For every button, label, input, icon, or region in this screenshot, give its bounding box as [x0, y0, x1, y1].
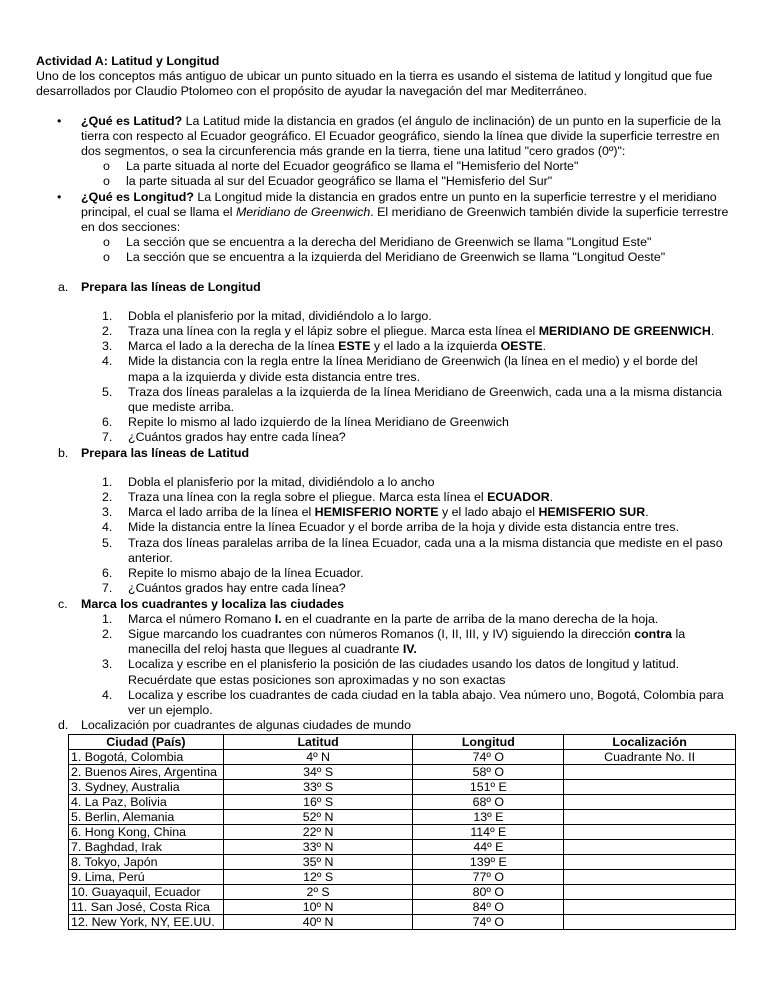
step-text: Repite lo mismo abajo de la línea Ecuador. [128, 566, 364, 581]
column-header: Latitud [223, 735, 413, 750]
table-row [69, 750, 736, 765]
circle-bullet-icon: o [103, 235, 110, 250]
city-cell: 4. La Paz, Bolivia [69, 795, 224, 810]
table-row [69, 855, 736, 870]
section-b-title [36, 446, 732, 461]
section-letter: c. [58, 596, 68, 611]
step-text: Traza dos líneas paralelas arriba de la línea Ecuador, cada una a la misma distancia que mediste en el paso anterior. [128, 535, 723, 565]
city-cell: 8. Tokyo, Japón [69, 855, 224, 870]
list-item [36, 174, 732, 189]
location-cell[interactable]: Cuadrante No. II [564, 750, 736, 765]
east-longitude-text: La sección que se encuentra a la derecha del Meridiano de Greenwich se llama "Longitud Este" [126, 235, 652, 250]
list-item: 2. Traza una línea con la regla sobre el pliegue. Marca esta línea el ECUADOR. [102, 490, 554, 505]
table-row [69, 915, 736, 930]
latitude-cell: 52º N [223, 810, 413, 825]
longitude-cell: 13º E [413, 810, 564, 825]
section-letter: b. [58, 445, 69, 460]
list-item: 7. ¿Cuántos grados hay entre cada línea? [102, 581, 346, 596]
location-cell[interactable] [564, 840, 736, 855]
location-cell[interactable] [564, 825, 736, 840]
latitude-question: ¿Qué es Latitud? [81, 113, 183, 128]
step-text: ¿Cuántos grados hay entre cada línea? [128, 430, 346, 445]
longitude-text-end: . El meridiano de Greenwich también divide la superficie terrestre en dos secciones: [81, 204, 729, 235]
step-text: Repite lo mismo al lado izquierdo de la línea Meridiano de Greenwich [128, 415, 509, 430]
section-b-steps [36, 475, 732, 597]
list-item: 6. Repite lo mismo abajo de la línea Ecuador. [102, 566, 364, 581]
table-row [69, 780, 736, 795]
northern-hemisphere-text: La parte situada al norte del Ecuador geográfico se llama el "Hemisferio del Norte" [126, 159, 579, 174]
step-text: Marca el lado arriba de la línea el [128, 505, 315, 520]
city-cell: 7. Baghdad, Irak [69, 840, 224, 855]
step-text: Mide la distancia con la regla entre la línea Meridiano de Greenwich (la línea en el medio) y el borde del mapa a la izquierda y divide esta distancia entre tres. [128, 354, 698, 384]
list-item [36, 159, 732, 174]
list-item: 4. Mide la distancia entre la línea Ecuador y el borde arriba de la hoja y divide esta distancia entre tres. [102, 520, 680, 535]
step-text: y el lado abajo el [438, 505, 539, 520]
step-text: Traza una línea con la regla sobre el pliegue. Marca esta línea el [128, 490, 488, 505]
definitions-list [36, 114, 732, 266]
step-text: Traza una línea con la regla y el lápiz sobre el pliegue. Marca esta línea el [128, 324, 539, 339]
step-text: . [710, 324, 715, 339]
longitude-cell: 74º O [413, 750, 564, 765]
list-item: 7. ¿Cuántos grados hay entre cada línea? [102, 430, 346, 445]
step-bold: HEMISFERIO NORTE [314, 505, 439, 520]
step-bold: HEMISFERIO SUR [538, 505, 646, 520]
cities-table [68, 734, 736, 930]
step-bold: contra [634, 626, 673, 641]
west-longitude-text: La sección que se encuentra a la izquierda del Meridiano de Greenwich se llama "Longitud Oeste" [126, 250, 666, 265]
latitude-text: La Latitud mide la distancia en grados (el ángulo de inclinación) de un punto en la superficie de la tierra con respecto al Ecuador geográfico. El Ecuador geográfico, siendo la línea que divide la superficie terrestre en dos segmentos, o sea la circunferencia más grande en la tierra, tiene una latitud "cero grados (0º)": [81, 113, 721, 159]
step-text: la manecilla del reloj hasta que llegues al cuadrante [128, 626, 686, 657]
table-row [69, 885, 736, 900]
location-cell[interactable] [564, 795, 736, 810]
city-cell: 2. Buenos Aires, Argentina [69, 765, 224, 780]
column-header: Ciudad (País) [69, 735, 224, 750]
latitude-cell: 22º N [223, 825, 413, 840]
list-item: 5. Traza dos líneas paralelas arriba de la línea Ecuador, cada una a la misma distancia que mediste en el paso anterior. [102, 535, 723, 565]
section-title: Marca los cuadrantes y localiza las ciudades [81, 596, 345, 611]
latitude-cell: 35º N [223, 855, 413, 870]
section-letter: a. [58, 279, 69, 294]
city-cell: 5. Berlin, Alemania [69, 810, 224, 825]
circle-bullet-icon: o [103, 250, 110, 265]
section-title: Prepara las líneas de Longitud [81, 279, 261, 294]
longitude-cell: 84º O [413, 900, 564, 915]
section-c-title [36, 597, 732, 612]
latitude-cell: 4º N [223, 750, 413, 765]
location-cell[interactable] [564, 765, 736, 780]
longitude-cell: 114º E [413, 825, 564, 840]
step-text: Localiza y escribe los cuadrantes de cada ciudad en la tabla abajo. Vea número uno, Bogotá, Colombia para ver un ejemplo. [128, 687, 724, 717]
step-bold: I. [274, 611, 282, 626]
latitude-cell: 2º S [223, 885, 413, 900]
step-text: Localiza y escribe en el planisferio la posición de las ciudades usando los datos de longitud y latitud. Recuérdate que estas posiciones son aproximadas y no son exactas [128, 657, 680, 687]
circle-bullet-icon: o [103, 159, 110, 174]
step-text: Traza dos líneas paralelas a la izquierda de la línea Meridiano de Greenwich, cada una a la misma distancia que mediste arriba. [128, 384, 722, 415]
longitude-text: La Longitud mide la distancia en grados entre un punto en la superficie terrestre y el meridiano principal, el cual se llama el [81, 189, 717, 219]
southern-hemisphere-text: la parte situada al sur del Ecuador geográfico se llama el "Hemisferio del Sur" [126, 174, 553, 189]
circle-bullet-icon: o [103, 174, 110, 189]
step-text: Sigue marcando los cuadrantes con números Romanos (I, II, III, y IV) siguiendo la dirección [128, 626, 635, 641]
location-cell[interactable] [564, 810, 736, 825]
city-cell: 3. Sydney, Australia [69, 780, 224, 795]
location-cell[interactable] [564, 915, 736, 930]
city-cell: 12. New York, NY, EE.UU. [69, 915, 224, 930]
latitude-cell: 16º S [223, 795, 413, 810]
longitude-cell: 74º O [413, 915, 564, 930]
step-text: . [645, 505, 649, 520]
city-cell: 6. Hong Kong, China [69, 825, 224, 840]
step-bold: MERIDIANO DE GREENWICH [538, 324, 711, 339]
city-cell: 9. Lima, Perú [69, 870, 224, 885]
step-text: Mide la distancia entre la línea Ecuador y el borde arriba de la hoja y divide esta distancia entre tres. [128, 520, 680, 535]
latitude-cell: 12º S [223, 870, 413, 885]
latitude-cell: 33º N [223, 840, 413, 855]
latitude-cell: 40º N [223, 915, 413, 930]
table-header-row [69, 735, 736, 750]
step-bold: ESTE [338, 339, 371, 354]
longitude-definition [36, 190, 732, 266]
list-item: 1. Dobla el planisferio por la mitad, dividiéndolo a lo largo. [102, 308, 432, 323]
location-cell[interactable] [564, 900, 736, 915]
section-title: Localización por cuadrantes de algunas ciudades de mundo [81, 718, 411, 733]
list-item: 4. Localiza y escribe los cuadrantes de cada ciudad en la tabla abajo. Vea número uno, Bogotá, Colombia para ver un ejemplo. [102, 687, 724, 717]
section-title: Prepara las líneas de Latitud [81, 445, 250, 460]
step-text: . [549, 490, 554, 505]
longitude-cell: 58º O [413, 765, 564, 780]
column-header: Localización [564, 735, 736, 750]
table-row [69, 825, 736, 840]
longitude-cell: 77º O [413, 870, 564, 885]
column-header: Longitud [413, 735, 564, 750]
list-item [36, 235, 732, 250]
table-row [69, 810, 736, 825]
step-text: Marca el lado a la derecha de la línea [128, 339, 339, 354]
list-item: 5. Traza dos líneas paralelas a la izquierda de la línea Meridiano de Greenwich, cada una a la misma distancia que mediste arriba. [102, 384, 722, 415]
longitude-question: ¿Qué es Longitud? [81, 189, 194, 204]
longitude-cell: 151º E [413, 780, 564, 795]
list-item: 1. Dobla el planisferio por la mitad, dividiéndolo a lo ancho [102, 474, 435, 489]
latitude-cell: 33º S [223, 780, 413, 795]
location-cell[interactable] [564, 780, 736, 795]
intro-paragraph: Uno de los conceptos más antiguo de ubicar un punto situado en la tierra es usando el sistema de latitud y longitud que fue desarrollados por Claudio Ptolomeo con el propósito de ayudar la navegación del mar Mediterráneo. [36, 69, 713, 99]
list-item: 1. Marca el número Romano I. en el cuadrante en la parte de arriba de la mano derecha de la hoja. [102, 611, 659, 626]
longitude-cell: 139º E [413, 855, 564, 870]
step-text: y el lado a la izquierda [370, 339, 501, 354]
list-item [36, 250, 732, 265]
city-cell: 10. Guayaquil, Ecuador [69, 885, 224, 900]
list-item: 3. Marca el lado arriba de la línea el HEMISFERIO NORTE y el lado abajo el HEMISFERIO SUR. [102, 505, 649, 520]
table-row [69, 840, 736, 855]
location-cell[interactable] [564, 885, 736, 900]
longitude-cell: 68º O [413, 795, 564, 810]
section-c-steps [36, 612, 732, 718]
step-bold: OESTE [500, 339, 543, 354]
step-text: Dobla el planisferio por la mitad, dividiéndolo a lo largo. [128, 308, 432, 323]
longitude-cell: 80º O [413, 885, 564, 900]
latitude-sublist [81, 159, 732, 189]
latitude-cell: 10º N [223, 900, 413, 915]
latitude-cell: 34º S [223, 765, 413, 780]
list-item: 2. Traza una línea con la regla y el lápiz sobre el pliegue. Marca esta línea el MERIDIANO DE GREENWICH. [102, 324, 715, 339]
section-d-title [36, 718, 732, 733]
list-item: 3. Marca el lado a la derecha de la línea ESTE y el lado a la izquierda OESTE. [102, 339, 547, 354]
city-cell: 1. Bogotá, Colombia [69, 750, 224, 765]
table-row [69, 795, 736, 810]
step-text: Dobla el planisferio por la mitad, dividiéndolo a lo ancho [128, 474, 435, 489]
step-bold: IV. [402, 642, 417, 657]
location-cell[interactable] [564, 870, 736, 885]
list-item: 6. Repite lo mismo al lado izquierdo de la línea Meridiano de Greenwich [102, 415, 509, 430]
list-item: 4. Mide la distancia con la regla entre la línea Meridiano de Greenwich (la línea en el medio) y el borde del mapa a la izquierda y divide esta distancia entre tres. [102, 354, 698, 384]
step-bold: ECUADOR [487, 490, 550, 505]
section-letter: d. [58, 718, 69, 733]
longitude-cell: 44º E [413, 840, 564, 855]
table-body [69, 750, 736, 930]
greenwich-term: Meridiano de Greenwich [235, 204, 371, 219]
step-text: en el cuadrante en la parte de arriba de la mano derecha de la hoja. [281, 611, 659, 626]
step-text: ¿Cuántos grados hay entre cada línea? [128, 581, 346, 596]
table-row [69, 870, 736, 885]
section-a-title [36, 280, 732, 295]
list-item: 3. Localiza y escribe en el planisferio la posición de las ciudades usando los datos de longitud y latitud. Recuérdate que estas posiciones son aproximadas y no son exactas [102, 657, 680, 687]
worksheet-page [36, 54, 732, 930]
section-a-steps [36, 309, 732, 446]
longitude-sublist [81, 235, 732, 265]
step-text: . [542, 339, 547, 354]
latitude-definition [36, 114, 732, 190]
step-text: Marca el número Romano [128, 611, 275, 626]
city-cell: 11. San José, Costa Rica [69, 900, 224, 915]
table-row [69, 765, 736, 780]
activity-heading: Actividad A: Latitud y Longitud [36, 54, 220, 68]
location-cell[interactable] [564, 855, 736, 870]
bullet-icon: • [57, 113, 62, 128]
bullet-icon: • [57, 189, 62, 204]
list-item: 2. Sigue marcando los cuadrantes con números Romanos (I, II, III, y IV) siguiendo la dirección contra la manecilla del reloj hasta que llegues al cuadrante IV. [102, 626, 686, 657]
table-row [69, 900, 736, 915]
